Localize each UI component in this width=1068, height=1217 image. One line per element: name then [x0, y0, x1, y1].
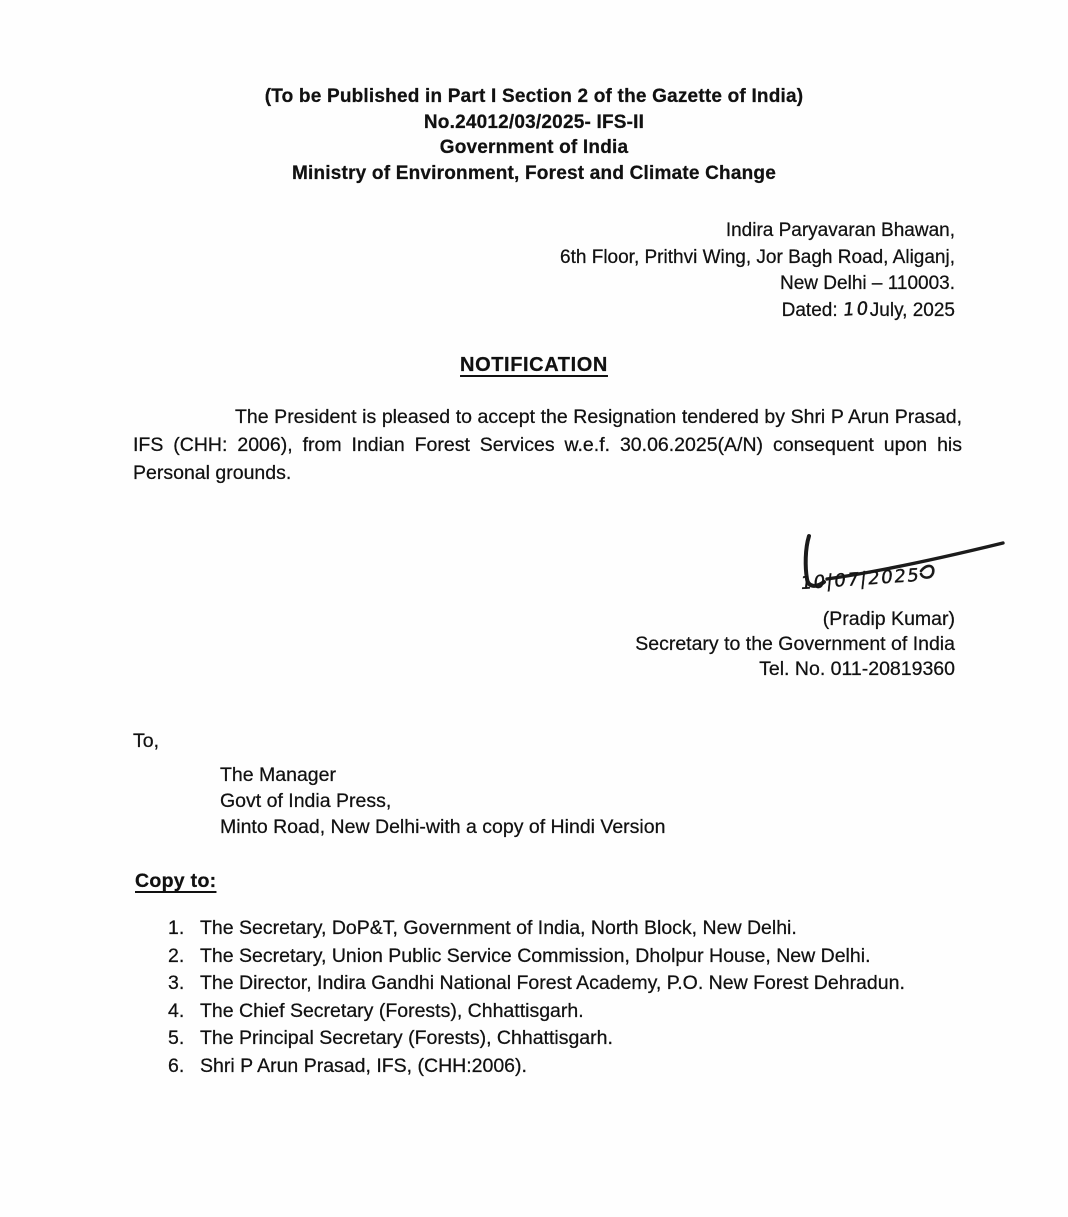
government-of-india-line: Government of India	[439, 137, 629, 158]
office-address-block	[0, 218, 1068, 324]
address-line-3: New Delhi – 110003.	[780, 273, 955, 294]
signature-block	[0, 529, 1068, 682]
address-line-1: Indira Paryavaran Bhawan,	[725, 220, 955, 241]
recipient-line-2: Govt of India Press,	[220, 790, 392, 812]
recipient-line-1: The Manager	[220, 764, 336, 786]
to-label: To,	[133, 730, 160, 752]
file-number: No.24012/03/2025- IFS-II	[423, 111, 645, 133]
copy-to-item: Shri P Arun Prasad, IFS, (CHH:2006).	[200, 1054, 527, 1077]
gazette-publication-line: (To be Published in Part I Section 2 of the Gazette of India)	[264, 86, 804, 107]
copy-to-item: The Secretary, Union Public Service Commission, Dholpur House, New Delhi.	[200, 944, 871, 967]
recipient-address	[220, 762, 1068, 840]
signatory-name: (Pradip Kumar)	[822, 608, 955, 630]
signatory-designation: Secretary to the Government of India	[635, 633, 955, 655]
dated-month-year: July, 2025	[869, 299, 955, 321]
ministry-line: Ministry of Environment, Forest and Climate Change	[291, 162, 776, 184]
notification-body-paragraph: The President is pleased to accept the Resignation tendered by Shri P Arun Prasad, IFS (CHH: 2006), from Indian Forest Services w.e.f. 30.06.2025(A/N) consequent upon his Personal grounds.	[133, 406, 962, 484]
copy-to-item: The Principal Secretary (Forests), Chhattisgarh.	[200, 1027, 613, 1049]
dated-line	[0, 298, 955, 325]
recipient-line-3: Minto Road, New Delhi-with a copy of Hindi Version	[220, 816, 666, 838]
copy-to-heading: Copy to:	[135, 870, 217, 892]
copy-to-list	[0, 915, 935, 1079]
dated-label: Dated:	[781, 299, 838, 321]
handwritten-day: 10	[841, 297, 872, 321]
copy-to-item: The Chief Secretary (Forests), Chhattisgarh.	[200, 999, 584, 1022]
signatory-phone: Tel. No. 011-20819360	[759, 658, 955, 680]
copy-to-item: The Secretary, DoP&T, Government of India, North Block, New Delhi.	[200, 917, 797, 939]
notification-heading: NOTIFICATION	[460, 354, 608, 376]
signatory-details	[635, 607, 1010, 682]
signature-handwritten-date: 10|07|2025	[799, 564, 922, 595]
address-line-2: 6th Floor, Prithvi Wing, Jor Bagh Road, Aliganj,	[560, 246, 955, 268]
letterhead	[0, 0, 1068, 186]
copy-to-item: The Director, Indira Gandhi National Forest Academy, P.O. New Forest Dehradun.	[200, 972, 905, 994]
handwritten-signature	[775, 529, 1010, 607]
recipient-block	[133, 728, 1068, 840]
